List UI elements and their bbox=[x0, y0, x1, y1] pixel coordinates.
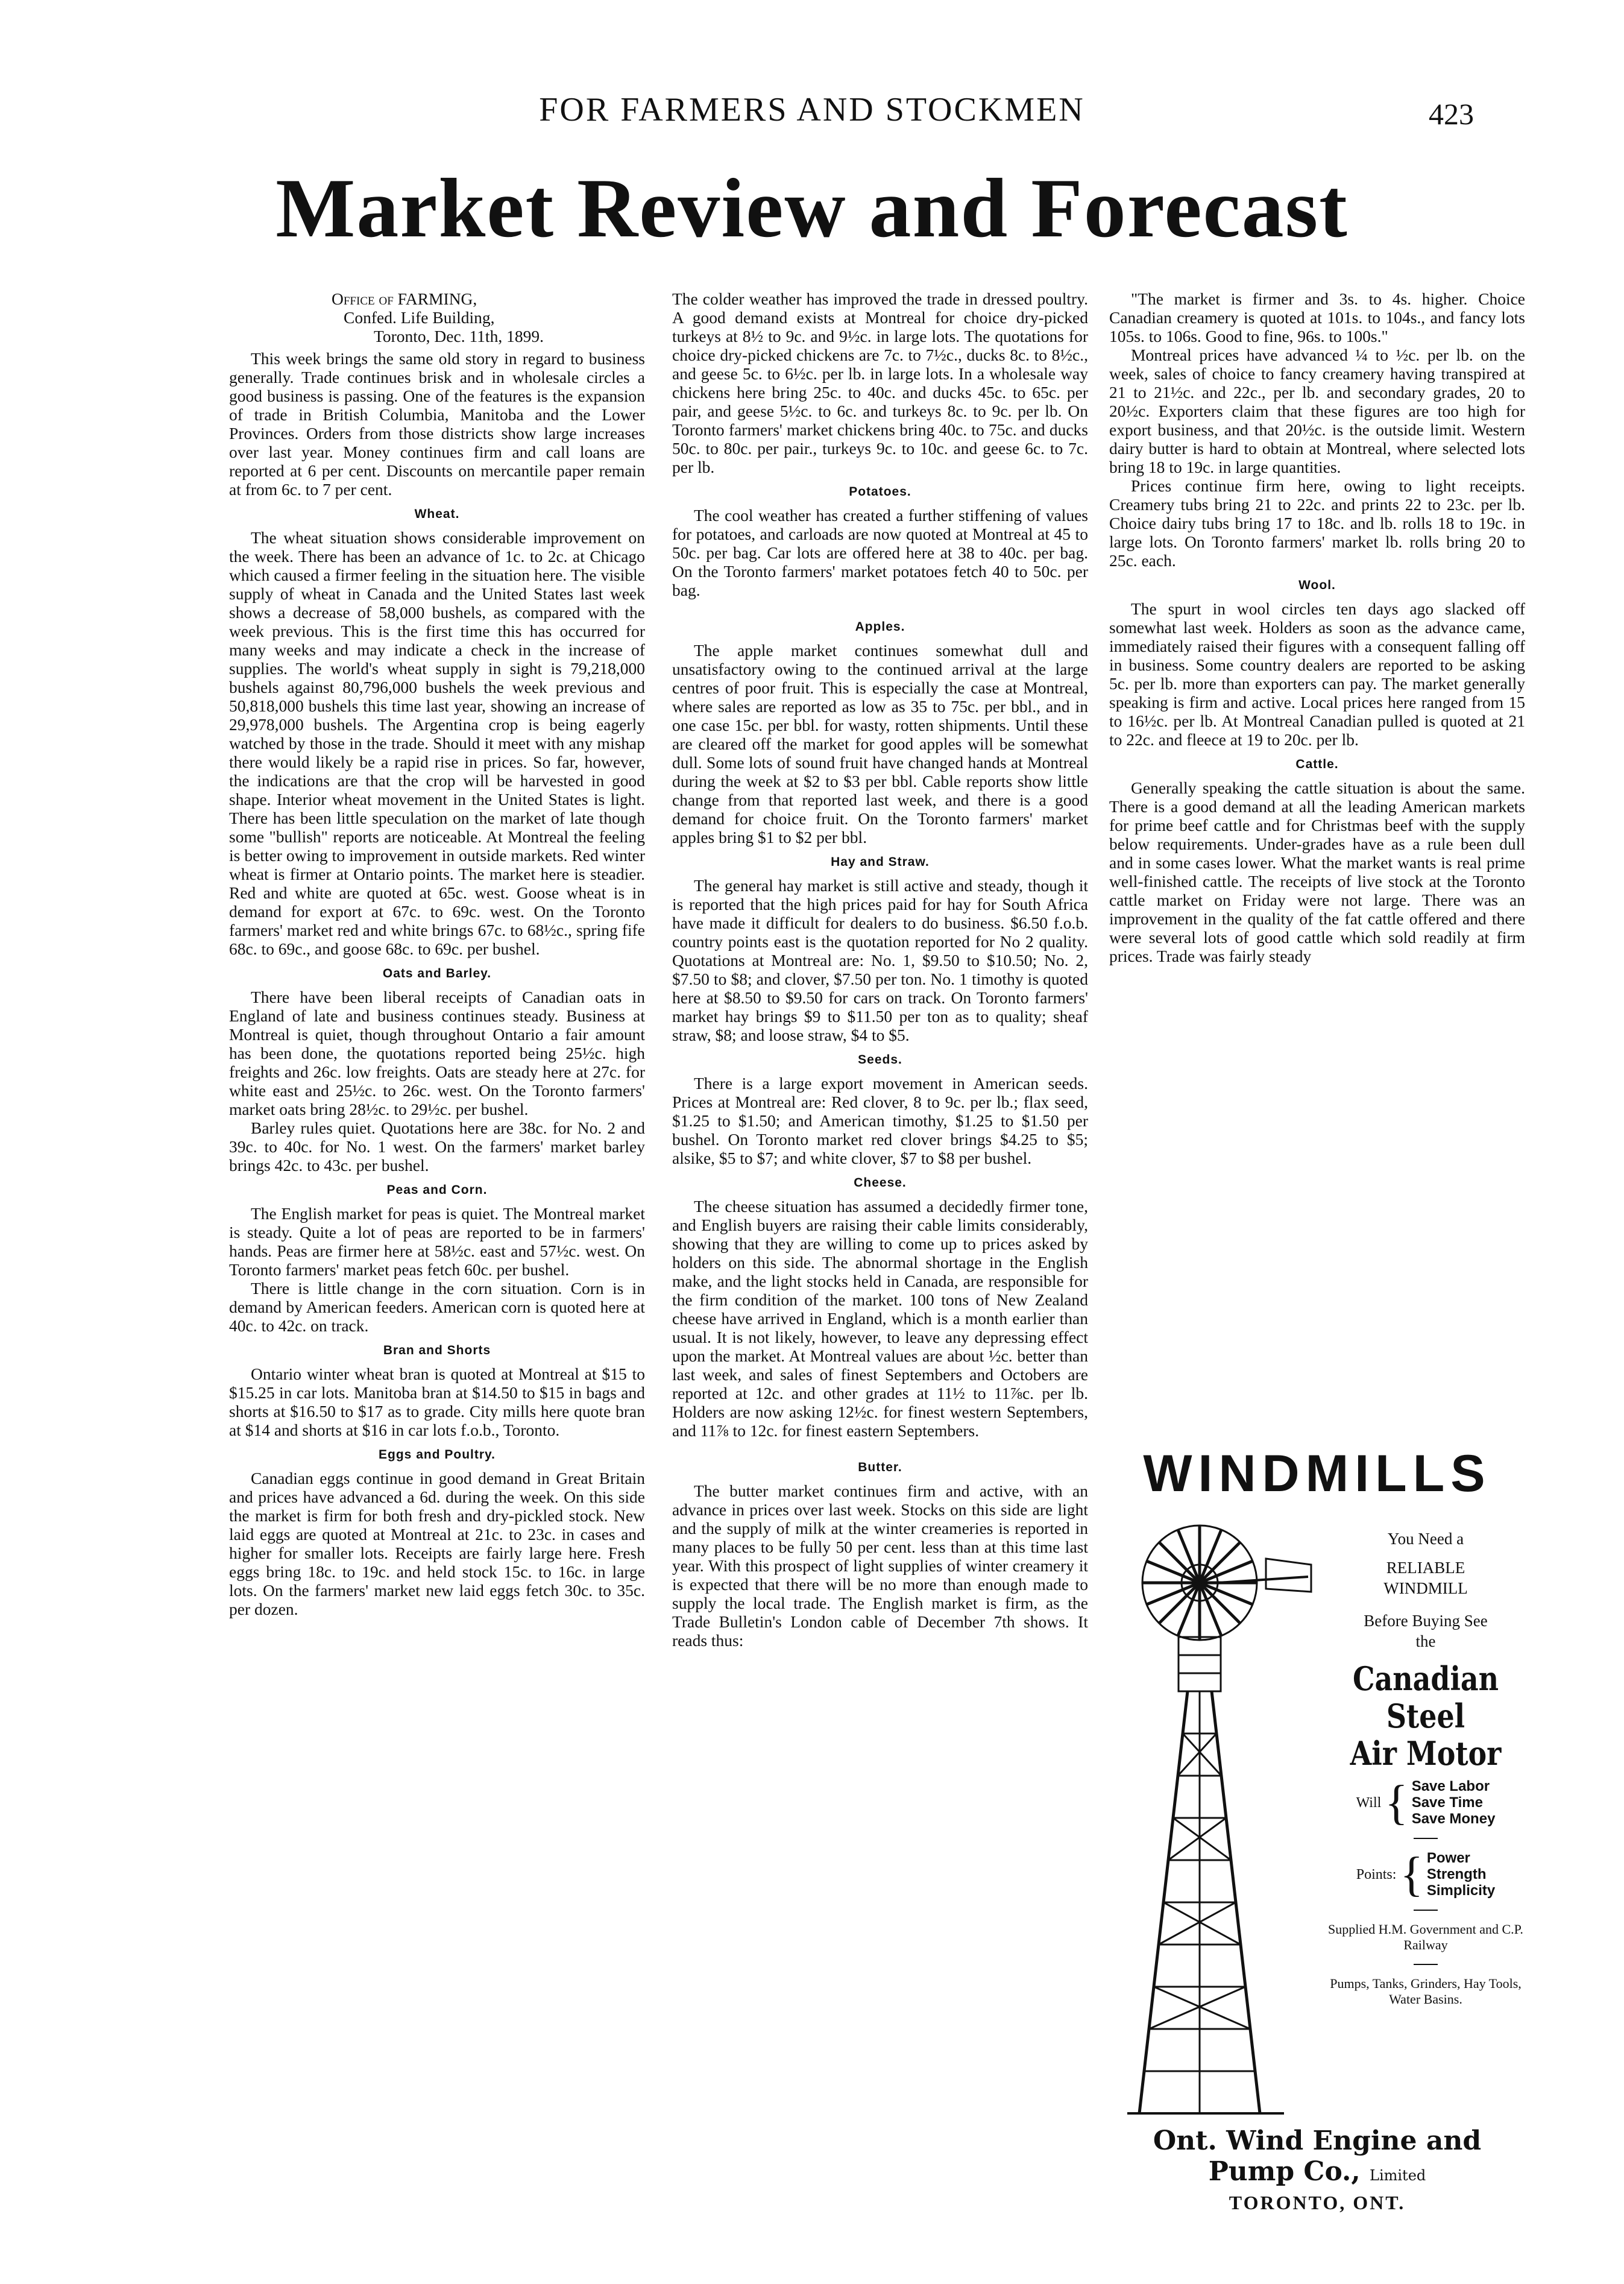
wheat-heading: Wheat. bbox=[414, 507, 460, 521]
ad-city: TORONTO, ONT. bbox=[1229, 2192, 1406, 2213]
cattle-paragraph: Generally speaking the cattle situation is about the same. There is a good demand at all the leading American markets for prime beef cattle and for Christmas beef with the supply below requirements. Under-grades have as a rule been dull and in some cases lower. What the market wants is real prime well-finished cattle. The receipts of live stock at the Toronto cattle market on Friday were not large. There was an improvement in the quality of the fat cattle offered and there were several lots of good cattle which sold readily at firm prices. Trade was fairly steady bbox=[1109, 778, 1525, 965]
column-1 bbox=[229, 289, 645, 1618]
bran-paragraph: Ontario winter wheat bran is quoted at Montreal at $15 to $15.25 in car lots. Manitoba bran at $14.50 to $15 in bags and shorts at $16.50 to $17 as to grade. City mills here quote bran at $14 and shorts at $16 in car lots f.o.b., Toronto. bbox=[229, 1364, 645, 1439]
apples-heading: Apples. bbox=[855, 620, 905, 634]
windmill-tower-illustration bbox=[1127, 1516, 1320, 2119]
butter-paragraph: The butter market continues firm and active, with an advance in prices over last week. Stocks on this side are light and the supply of milk at the winter creameries is reported in many places to be fully 50 per cent. less than at this time last year. With this prospect of light supplies of winter creamery it is expected that there will be no more than enough made to supply the local trade. The English market is firm, as the Trade Bulletin's London cable of December 7th shows. It reads thus: bbox=[672, 1481, 1088, 1650]
peas-paragraph: The English market for peas is quiet. The Montreal market is steady. Quite a lot of peas are reported to be in farmers' hands. Peas are firmer here at 58½c. east and 57½c. west. On Toronto farmers' market peas fetch 60c. per bushel. bbox=[229, 1204, 645, 1279]
running-title: FOR FARMERS AND STOCKMEN bbox=[539, 91, 1085, 128]
butter-heading: Butter. bbox=[858, 1460, 902, 1474]
ad-headline: WINDMILLS bbox=[1143, 1445, 1491, 1503]
butter-toronto-paragraph: Prices continue firm here, owing to light receipts. Creamery tubs bring 21 to 22c. and prints 22 to 23c. per lb. Choice dairy tubs bring 17 to 18c. and lb. rolls 18 to 19c. in large lots. On Toronto farmers' market lb. rolls bring 20 to 25c. each. bbox=[1109, 476, 1525, 570]
ad-will-item: Save Money bbox=[1411, 1811, 1496, 1827]
potatoes-paragraph: The cool weather has created a further stiffening of values for potatoes, and carloads are now quoted at Montreal at 45 to 50c. per bag. Car lots are offered here at 38 to 40c. per bag. On the Toronto farmers' market potatoes fetch 40 to 50c. per bag. bbox=[672, 506, 1088, 599]
ad-points-list bbox=[1326, 1847, 1525, 1901]
brace-icon: { bbox=[1385, 1776, 1408, 1829]
ad-divider bbox=[1414, 1838, 1438, 1839]
seeds-paragraph: There is a large export movement in American seeds. Prices at Montreal are: Red clover, 8 to 9c. per lb.; flax seed, $1.25 to $1.50; and American timothy, $1.25 to $1.50 per bushel. On Toronto market red clover brings $4.25 to $5; alsike, $5 to $7; and white clover, $7 to $8 per bushel. bbox=[672, 1074, 1088, 1167]
ad-products: Pumps, Tanks, Grinders, Hay Tools, Water Basins. bbox=[1330, 1976, 1522, 2007]
ad-the: the bbox=[1415, 1632, 1436, 1650]
oats-heading: Oats and Barley. bbox=[382, 967, 492, 980]
bran-heading: Bran and Shorts bbox=[383, 1343, 491, 1357]
ad-brand-line-1: Canadian Steel bbox=[1352, 1659, 1499, 1735]
dateline bbox=[229, 289, 645, 345]
intro-paragraph: This week brings the same old story in regard to business generally. Trade continues brisk and in wholesale circles a good business is passing. One of the features is the expansion of trade in British Columbia, Manitoba and the Lower Provinces. Orders from those districts show large increases over last year. Money continues firm and call loans are reported at 6 per cent. Discounts on mercantile paper remain at from 6c. to 7 per cent. bbox=[229, 349, 645, 499]
dateline-date: Toronto, Dec. 11th, 1899. bbox=[374, 327, 544, 345]
ad-will-label: Will bbox=[1356, 1794, 1382, 1811]
ad-will-item: Save Labor bbox=[1411, 1778, 1490, 1794]
page-number: 423 bbox=[1429, 97, 1474, 131]
column-3 bbox=[1109, 289, 1525, 965]
ad-brand-line-2: Air Motor bbox=[1350, 1734, 1502, 1773]
dateline-office: Office of FARMING, bbox=[332, 289, 477, 308]
ad-you-need: You Need a bbox=[1387, 1530, 1464, 1548]
ad-points-item: Simplicity bbox=[1426, 1882, 1496, 1899]
eggs-paragraph: Canadian eggs continue in good demand in Great Britain and prices have advanced a 6d. during the week. On this side the market is firm for both fresh and dry-pickled stock. New laid eggs are quoted at Montreal at 21c. to 23c. in cases and higher for smaller lots. Receipts are fairly large here. Fresh eggs bring 18c. to 19c. and held stock 15c. to 16c. in large lots. On the farmers' market new laid eggs fetch 30c. to 35c. per dozen. bbox=[229, 1469, 645, 1618]
cattle-heading: Cattle. bbox=[1295, 757, 1339, 771]
ad-divider bbox=[1414, 1910, 1438, 1911]
dateline-building: Confed. Life Building, bbox=[344, 308, 495, 327]
ad-points-item: Strength bbox=[1426, 1866, 1487, 1882]
ad-reliable: RELIABLE bbox=[1386, 1559, 1465, 1577]
ad-company: Ont. Wind Engine and Pump Co., bbox=[1153, 2125, 1482, 2187]
ad-points-item: Power bbox=[1426, 1850, 1470, 1866]
ad-will-list bbox=[1326, 1778, 1525, 1827]
ad-copy bbox=[1326, 1528, 1525, 2007]
ad-points-label: Points: bbox=[1356, 1866, 1397, 1882]
peas-heading: Peas and Corn. bbox=[386, 1183, 488, 1197]
apples-paragraph: The apple market continues somewhat dull and unsatisfactory owing to the continued arrival at the large centres of poor fruit. This is especially the case at Montreal, where sales are reported as low as 35 to 75c. per bbl., and in one case 15c. per bbl. for wasty, rotten shipments. Until these are cleared off the market for good apples will be somewhat dull. Some lots of sound fruit have changed hands at Montreal during the week at $2 to $3 per bbl. Cable reports show little change from that reported last week, and there is a good demand for choice fruit. On the Toronto farmers' market apples bring $1 to $2 per bbl. bbox=[672, 641, 1088, 847]
ad-footer bbox=[1109, 2125, 1525, 2214]
cheese-heading: Cheese. bbox=[854, 1176, 907, 1190]
wheat-paragraph: The wheat situation shows considerable improvement on the week. There has been an advance of 1c. to 2c. at Chicago which caused a firmer feeling in the situation here. The visible supply of wheat in Canada and the United States last week shows a decrease of 58,000 bushels, as compared with the week previous. This is the first time this has occurred for many weeks and may indicate a check in the increase of supplies. The world's wheat supply in sight is 79,218,000 bushels against 80,796,000 bushels the week previous and 50,818,000 bushels this time last year, showing an increase of 29,978,000 bushels. The Argentina crop is being eagerly watched by those in the trade. Should it meet with any mishap there would likely be a rapid rise in prices. So far, however, the indications are that the crop will be harvested in good shape. Interior wheat movement in the United States is light. There has been little speculation on the market of late though some "bullish" reports are noticeable. At Montreal the feeling is better owing to improvement in outside markets. Red winter wheat is firmer at Ontario points. The market here is steadier. Red and white are quoted at 65c. west. Goose wheat is in demand for export at 67c. to 69c. west. On the Toronto farmers' market red and white brings 67c. to 68½c., spring fife 68c. to 69c., and goose 68c. to 69c. per bushel. bbox=[229, 528, 645, 958]
cheese-paragraph: The cheese situation has assumed a decidedly firmer tone, and English buyers are raising their cable limits considerably, showing that they are willing to come up to prices asked by holders on this side. The abnormal shortage in the English make, and the light stocks held in Canada, are responsible for the firm condition of the market. 100 tons of New Zealand cheese have arrived in England, which is a month earlier than usual. It is not likely, however, to leave any depressing effect upon the market. At Montreal values are about ½c. better than last week, and sales of finest Septembers and Octobers are reported at 12c. and other grades at 11½ to 11⅞c. per lb. Holders are now asking 12½c. for finest western Septembers, and 11⅞ to 12c. for finest eastern Septembers. bbox=[672, 1197, 1088, 1440]
ad-will-item: Save Time bbox=[1411, 1794, 1483, 1811]
ad-supplied: Supplied H.M. Government and C.P. Railway bbox=[1328, 1922, 1523, 1952]
hay-heading: Hay and Straw. bbox=[831, 855, 930, 869]
ad-limited: Limited bbox=[1370, 2167, 1426, 2184]
eggs-heading: Eggs and Poultry. bbox=[379, 1448, 496, 1462]
butter-montreal-paragraph: Montreal prices have advanced ¼ to ½c. per lb. on the week, sales of choice to fancy creamery having transpired at 21 to 21½c. and 22c., per lb. and secondary grades, 20 to 20½c. Exporters claim that these figures are too high for export business, and that 20½c. is the outside limit. Western dairy butter is hard to obtain at Montreal, where selected lots bring 18 to 19c. in large quantities. bbox=[1109, 345, 1525, 476]
brace-icon: { bbox=[1400, 1847, 1423, 1901]
poultry-paragraph: The colder weather has improved the trade in dressed poultry. A good demand exists at Montreal for choice dry-picked turkeys at 8½ to 9c. and 9½c. in large lots. The quotations for choice dry-picked chickens are 7c. to 7½c., ducks 8c. to 8½c., and geese 5c. to 6½c. per lb. in large lots. In a wholesale way chickens here bring 25c. to 40c. and ducks 45c. to 65c. per pair, and geese 5½c. to 6c. and turkeys 8c. to 9c. per lb. On Toronto farmers' market chickens bring 40c. to 75c. and ducks 50c. to 80c. per pair., turkeys 9c. to 10c. and geese 6c. to 7c. per lb. bbox=[672, 289, 1088, 476]
corn-paragraph: There is little change in the corn situation. Corn is in demand by American feeders. American corn is quoted here at 40c. to 42c. on track. bbox=[229, 1279, 645, 1335]
ad-windmill: WINDMILL bbox=[1383, 1579, 1468, 1597]
seeds-heading: Seeds. bbox=[858, 1053, 902, 1067]
butter-quote: "The market is firmer and 3s. to 4s. higher. Choice Canadian creamery is quoted at 101s. to 104s., and fancy lots 105s. to 106s. Good to fine, 96s. to 100s." bbox=[1109, 289, 1525, 345]
page-title: Market Review and Forecast bbox=[275, 162, 1349, 255]
windmill-advertisement bbox=[1109, 1444, 1525, 2246]
barley-paragraph: Barley rules quiet. Quotations here are 38c. for No. 2 and 39c. to 40c. for No. 1 west. On the farmers' market barley brings 42c. to 43c. per bushel. bbox=[229, 1118, 645, 1175]
oats-paragraph: There have been liberal receipts of Canadian oats in England of late and business continues steady. Business at Montreal is quiet, though throughout Ontario a fair amount has been done, the quotations reported being 25½c. high freights and 26c. low freights. Oats are steady here at 27c. for white east and 25½c. to 26c. west. On the Toronto farmers' market oats bring 28½c. to 29½c. per bushel. bbox=[229, 988, 645, 1118]
ad-before-buying: Before Buying See bbox=[1364, 1612, 1488, 1630]
wool-paragraph: The spurt in wool circles ten days ago slacked off somewhat last week. Holders as soon as the advance came, immediately raised their figures with a consequent falling off in business. Some country dealers are reported to be asking 5c. per lb. more than exporters can pay. The market generally speaking is firm and active. Local prices here ranged from 15 to 16½c. per lb. At Montreal Canadian pulled is quoted at 21 to 22c. and fleece at 19 to 20c. per lb. bbox=[1109, 599, 1525, 749]
wool-heading: Wool. bbox=[1298, 578, 1336, 592]
potatoes-heading: Potatoes. bbox=[849, 485, 911, 499]
ad-divider bbox=[1414, 1964, 1438, 1965]
hay-paragraph: The general hay market is still active and steady, though it is reported that the high prices paid for hay for South Africa have made it difficult for dealers to do business. $6.50 f.o.b. country points east is the quotation reported for No 2 quality. Quotations at Montreal are: No. 1, $9.50 to $10.50; No. 2, $7.50 to $8; and clover, $7.50 per ton. No. 1 timothy is quoted here at $8.50 to $9.50 for cars on track. On Toronto farmers' market hay brings $9 to $11.50 per ton as to quality; sheaf straw, $8; and loose straw, $4 to $5. bbox=[672, 876, 1088, 1044]
column-2 bbox=[672, 289, 1088, 1650]
